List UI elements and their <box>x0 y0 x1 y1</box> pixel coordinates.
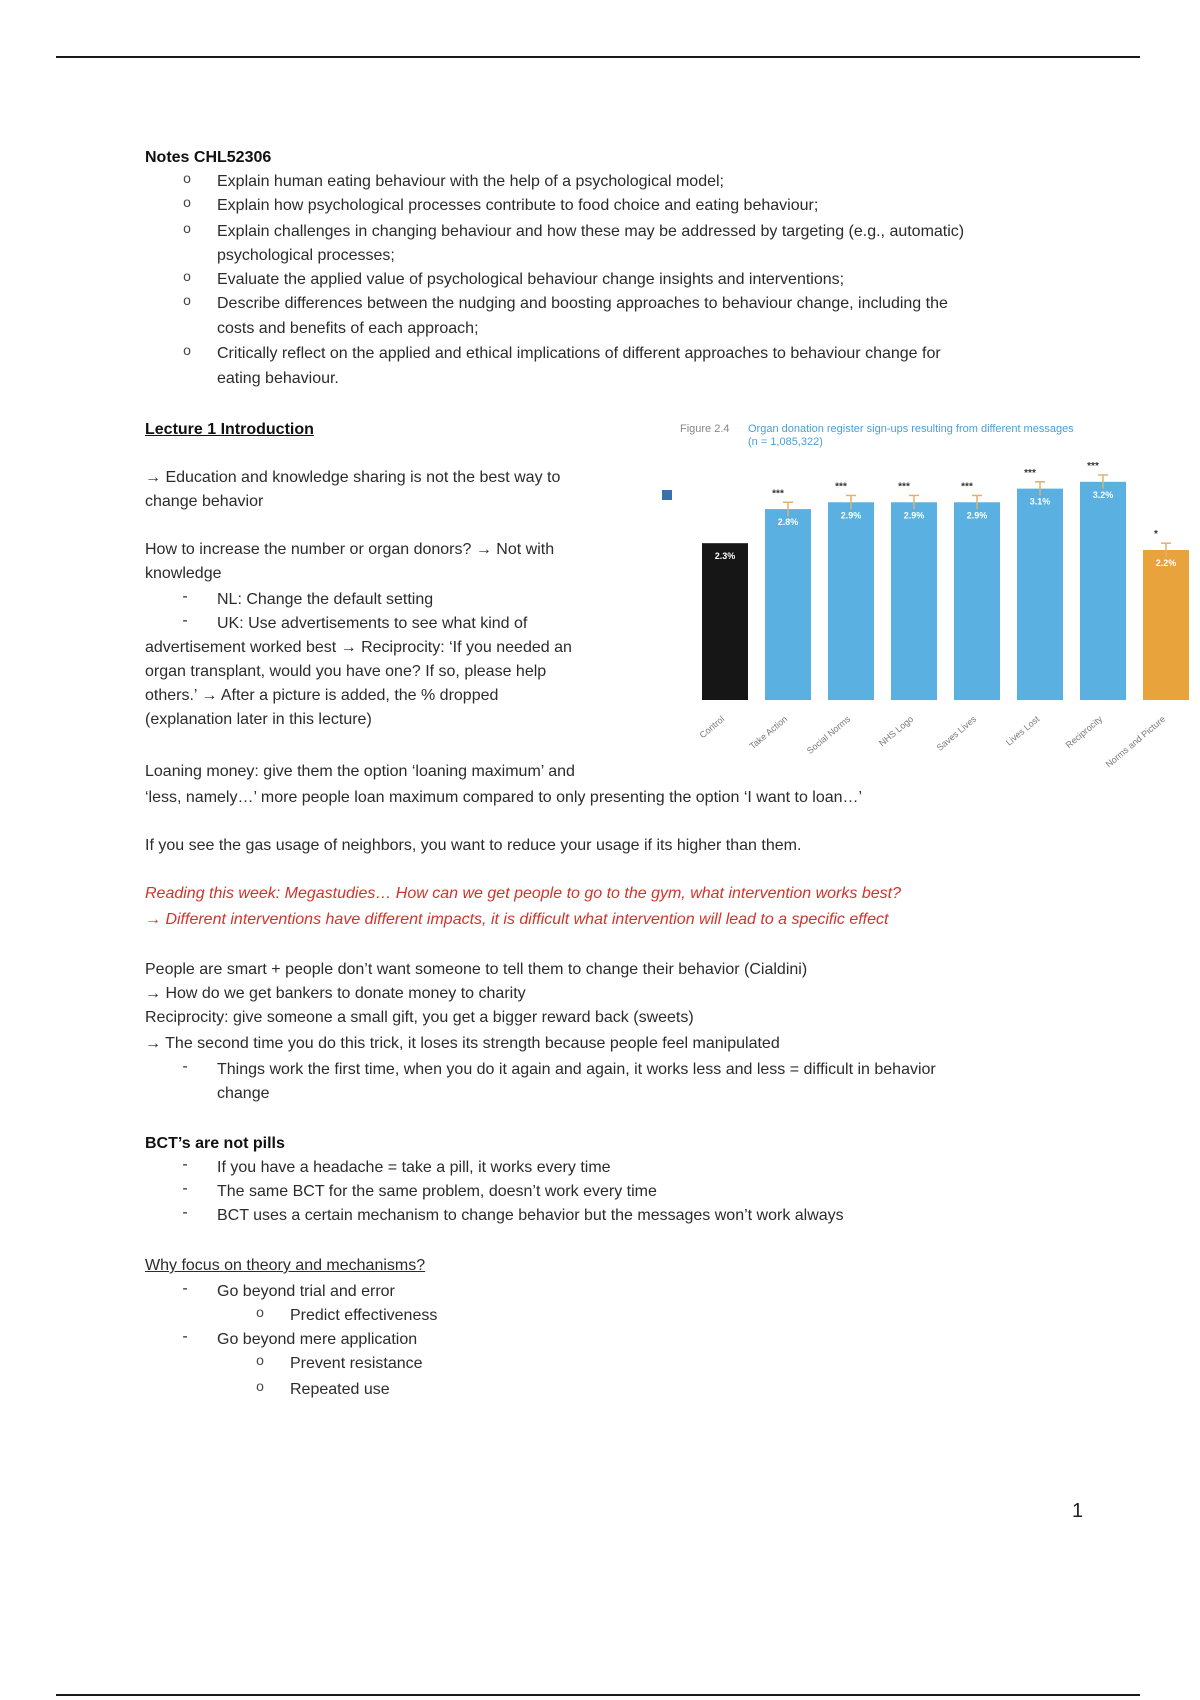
bullet-circle: o <box>183 194 191 210</box>
bullet-dash: - <box>182 1156 188 1173</box>
chart-category-label: Take Action <box>747 713 790 752</box>
chart-bar <box>702 543 748 700</box>
objective-item-cont: eating behaviour. <box>217 370 339 387</box>
bullet-dash: - <box>182 1328 188 1345</box>
chart-data-label: 2.3% <box>714 551 736 562</box>
lecture-text: → How do we get bankers to donate money to charity <box>145 985 526 1002</box>
objective-item-cont: costs and benefits of each approach; <box>217 320 479 337</box>
why-sub-item: Predict effectiveness <box>290 1307 438 1324</box>
why-sub-item: Repeated use <box>290 1381 390 1398</box>
lecture-text: If you see the gas usage of neighbors, you want to reduce your usage if its higher than them. <box>145 837 802 854</box>
chart-significance-label: *** <box>961 481 973 493</box>
chart-category-label: Saves Lives <box>934 713 979 753</box>
bullet-dash: - <box>182 1280 188 1297</box>
lecture-list-item-cont: change <box>217 1085 270 1102</box>
chart-category-label: Reciprocity <box>1063 713 1105 751</box>
lecture-text: organ transplant, would you have one? If so, please help <box>145 663 547 680</box>
bullet-circle: o <box>183 342 191 358</box>
bullet-circle: o <box>183 170 191 186</box>
chart-significance-label: *** <box>772 488 784 500</box>
why-heading: Why focus on theory and mechanisms? <box>145 1257 426 1274</box>
chart-bar <box>1143 550 1189 700</box>
chart-category-label: NHS Logo <box>877 713 916 749</box>
bullet-dash: - <box>182 1204 188 1221</box>
page-number: 1 <box>1072 1500 1084 1522</box>
lecture-text: How to increase the number or organ donors? → Not with <box>145 541 555 558</box>
objective-item: Explain challenges in changing behaviour and how these may be addressed by targeting (e.g., automatic) <box>217 223 965 240</box>
chart-subtitle: (n = 1,085,322) <box>748 436 823 448</box>
chart-data-label: 3.2% <box>1092 489 1114 500</box>
chart-data-label: 2.9% <box>966 510 988 521</box>
lecture-text: others.’ → After a picture is added, the % dropped <box>145 687 499 704</box>
objective-item: Explain how psychological processes contribute to food choice and eating behaviour; <box>217 197 819 214</box>
bullet-dash: - <box>182 1180 188 1197</box>
objective-item: Describe differences between the nudging and boosting approaches to behaviour change, including the <box>217 295 948 312</box>
chart-significance-label: *** <box>1024 467 1036 479</box>
chart-bar <box>1080 482 1126 700</box>
bullet-circle: o <box>256 1304 264 1320</box>
objective-item: Critically reflect on the applied and ethical implications of different approaches to behaviour change for <box>217 345 941 362</box>
bullet-dash: - <box>182 612 188 629</box>
objective-item: Evaluate the applied value of psychological behaviour change insights and interventions; <box>217 271 845 288</box>
chart-bar <box>1017 489 1063 700</box>
chart-bar <box>765 509 811 700</box>
page-title: Notes CHL52306 <box>145 149 272 166</box>
chart-data-label: 2.9% <box>903 510 925 521</box>
reading-note: → Different interventions have different impacts, it is difficult what intervention will lead to a specific effect <box>145 911 889 928</box>
bct-heading: BCT’s are not pills <box>145 1135 285 1152</box>
bullet-circle: o <box>256 1352 264 1368</box>
bct-list-item: If you have a headache = take a pill, it works every time <box>217 1159 611 1176</box>
chart-significance-label: *** <box>898 481 910 493</box>
chart-data-label: 2.2% <box>1155 558 1177 568</box>
chart-bar <box>891 502 937 700</box>
lecture-text: (explanation later in this lecture) <box>145 711 372 728</box>
top-rule <box>56 56 1140 58</box>
lecture-text: advertisement worked best → Reciprocity: ‘If you needed an <box>145 639 572 656</box>
chart-category-label: Social Norms <box>804 713 853 756</box>
lecture-list-item: UK: Use advertisements to see what kind of <box>217 615 528 632</box>
chart-significance-label: * <box>1154 529 1158 541</box>
chart-category-label: Control <box>697 713 727 741</box>
why-list-item: Go beyond mere application <box>217 1331 418 1348</box>
why-sub-item: Prevent resistance <box>290 1355 423 1372</box>
bullet-circle: o <box>256 1378 264 1394</box>
lecture-text: People are smart + people don’t want someone to tell them to change their behavior (Cialdini) <box>145 961 808 978</box>
lecture-text: Reciprocity: give someone a small gift, you get a bigger reward back (sweets) <box>145 1009 694 1026</box>
bullet-dash: - <box>182 1058 188 1075</box>
reading-note: Reading this week: Megastudies… How can we get people to go to the gym, what intervention works best? <box>145 885 901 902</box>
lecture-text: Loaning money: give them the option ‘loaning maximum’ and <box>145 763 575 780</box>
chart-category-label: Lives Lost <box>1003 713 1042 748</box>
chart-significance-label: *** <box>835 481 847 493</box>
chart-figure-label: Figure 2.4 <box>680 423 730 435</box>
lecture-list-item: Things work the first time, when you do it again and again, it works less and less = difficult in behavior <box>217 1061 936 1078</box>
objective-item: Explain human eating behaviour with the help of a psychological model; <box>217 173 724 190</box>
lecture-text: ‘less, namely…’ more people loan maximum compared to only presenting the option ‘I want to loan…’ <box>145 789 863 806</box>
bullet-circle: o <box>183 292 191 308</box>
lecture-heading: Lecture 1 Introduction <box>145 421 314 438</box>
bottom-rule <box>56 1694 1140 1696</box>
lecture-text: knowledge <box>145 565 222 582</box>
objective-item-cont: psychological processes; <box>217 247 395 264</box>
chart-data-label: 2.9% <box>840 510 862 521</box>
chart-legend-marker <box>662 490 672 500</box>
bullet-circle: o <box>183 268 191 284</box>
lecture-text: → The second time you do this trick, it loses its strength because people feel manipulated <box>145 1035 780 1052</box>
lecture-text: change behavior <box>145 493 264 510</box>
lecture-list-item: NL: Change the default setting <box>217 591 434 608</box>
chart-data-label: 2.8% <box>777 517 799 528</box>
organ-donation-chart <box>660 418 1200 778</box>
chart-significance-label: *** <box>1087 461 1099 472</box>
bct-list-item: BCT uses a certain mechanism to change behavior but the messages won’t work always <box>217 1207 844 1224</box>
bct-list-item: The same BCT for the same problem, doesn’t work every time <box>217 1183 657 1200</box>
lecture-text: → Education and knowledge sharing is not the best way to <box>145 469 561 486</box>
bullet-circle: o <box>183 220 191 236</box>
chart-title: Organ donation register sign-ups resulting from different messages <box>748 423 1074 435</box>
why-list-item: Go beyond trial and error <box>217 1283 395 1300</box>
chart-bar <box>828 502 874 700</box>
bullet-dash: - <box>182 588 188 605</box>
chart-data-label: 3.1% <box>1029 496 1051 507</box>
chart-bar <box>954 502 1000 700</box>
chart-category-label: Norms and Picture <box>1103 713 1168 770</box>
